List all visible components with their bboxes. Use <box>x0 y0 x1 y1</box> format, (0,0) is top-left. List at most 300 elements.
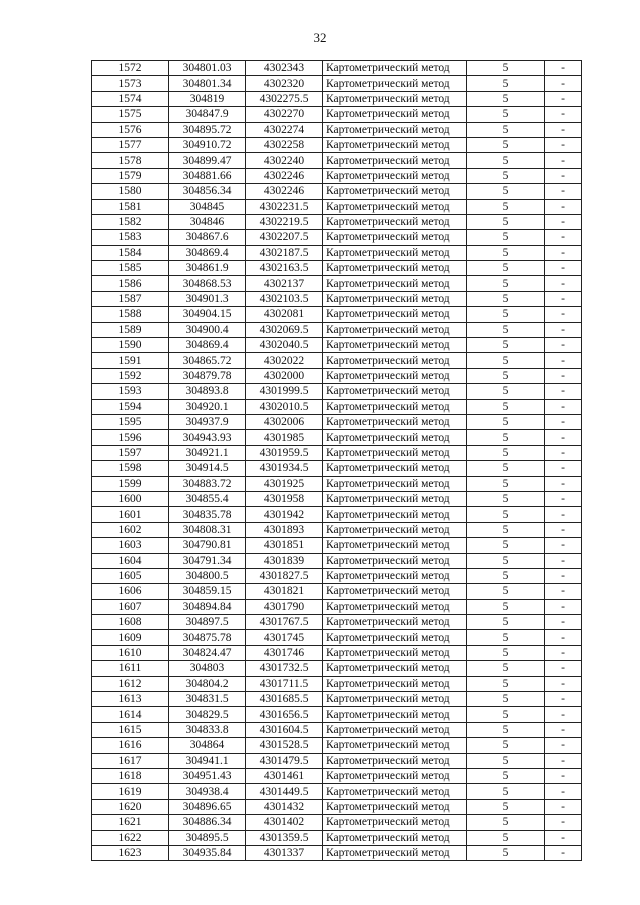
x-coordinate-cell: 304800.5 <box>169 568 246 583</box>
point-number-cell: 1607 <box>92 599 169 614</box>
table-row <box>92 76 582 91</box>
accuracy-cell: 5 <box>467 491 545 506</box>
note-cell: - <box>545 845 582 860</box>
point-number-cell: 1619 <box>92 784 169 799</box>
method-cell: Картометрический метод <box>323 476 467 491</box>
point-number-cell: 1580 <box>92 184 169 199</box>
table-row <box>92 91 582 106</box>
method-cell: Картометрический метод <box>323 368 467 383</box>
x-coordinate-cell: 304894.84 <box>169 599 246 614</box>
method-cell: Картометрический метод <box>323 507 467 522</box>
y-coordinate-cell: 4302275.5 <box>246 91 323 106</box>
point-number-cell: 1577 <box>92 137 169 152</box>
point-number-cell: 1574 <box>92 91 169 106</box>
point-number-cell: 1608 <box>92 615 169 630</box>
x-coordinate-cell: 304869.4 <box>169 338 246 353</box>
point-number-cell: 1593 <box>92 384 169 399</box>
y-coordinate-cell: 4301821 <box>246 584 323 599</box>
method-cell: Картометрический метод <box>323 430 467 445</box>
accuracy-cell: 5 <box>467 645 545 660</box>
table-row <box>92 368 582 383</box>
accuracy-cell: 5 <box>467 799 545 814</box>
method-cell: Картометрический метод <box>323 538 467 553</box>
method-cell: Картометрический метод <box>323 707 467 722</box>
x-coordinate-cell: 304835.78 <box>169 507 246 522</box>
method-cell: Картометрический метод <box>323 245 467 260</box>
x-coordinate-cell: 304855.4 <box>169 491 246 506</box>
accuracy-cell: 5 <box>467 522 545 537</box>
x-coordinate-cell: 304921.1 <box>169 445 246 460</box>
coordinates-table <box>91 60 582 861</box>
note-cell: - <box>545 722 582 737</box>
accuracy-cell: 5 <box>467 445 545 460</box>
y-coordinate-cell: 4302069.5 <box>246 322 323 337</box>
method-cell: Картометрический метод <box>323 276 467 291</box>
x-coordinate-cell: 304900.4 <box>169 322 246 337</box>
accuracy-cell: 5 <box>467 553 545 568</box>
table-row <box>92 384 582 399</box>
accuracy-cell: 5 <box>467 692 545 707</box>
note-cell: - <box>545 307 582 322</box>
point-number-cell: 1615 <box>92 722 169 737</box>
method-cell: Картометрический метод <box>323 399 467 414</box>
accuracy-cell: 5 <box>467 168 545 183</box>
x-coordinate-cell: 304951.43 <box>169 768 246 783</box>
x-coordinate-cell: 304910.72 <box>169 137 246 152</box>
y-coordinate-cell: 4301461 <box>246 768 323 783</box>
y-coordinate-cell: 4302240 <box>246 153 323 168</box>
x-coordinate-cell: 304831.5 <box>169 692 246 707</box>
note-cell: - <box>545 538 582 553</box>
method-cell: Картометрический метод <box>323 461 467 476</box>
table-row <box>92 245 582 260</box>
method-cell: Картометрический метод <box>323 753 467 768</box>
method-cell: Картометрический метод <box>323 307 467 322</box>
method-cell: Картометрический метод <box>323 338 467 353</box>
accuracy-cell: 5 <box>467 707 545 722</box>
point-number-cell: 1620 <box>92 799 169 814</box>
method-cell: Картометрический метод <box>323 615 467 630</box>
x-coordinate-cell: 304833.8 <box>169 722 246 737</box>
method-cell: Картометрический метод <box>323 692 467 707</box>
note-cell: - <box>545 491 582 506</box>
note-cell: - <box>545 738 582 753</box>
table-row <box>92 214 582 229</box>
note-cell: - <box>545 799 582 814</box>
y-coordinate-cell: 4302320 <box>246 76 323 91</box>
x-coordinate-cell: 304897.5 <box>169 615 246 630</box>
accuracy-cell: 5 <box>467 230 545 245</box>
point-number-cell: 1600 <box>92 491 169 506</box>
accuracy-cell: 5 <box>467 338 545 353</box>
table-row <box>92 491 582 506</box>
y-coordinate-cell: 4301746 <box>246 645 323 660</box>
note-cell: - <box>545 184 582 199</box>
accuracy-cell: 5 <box>467 845 545 860</box>
x-coordinate-cell: 304859.15 <box>169 584 246 599</box>
table-row <box>92 461 582 476</box>
point-number-cell: 1618 <box>92 768 169 783</box>
accuracy-cell: 5 <box>467 584 545 599</box>
x-coordinate-cell: 304790.81 <box>169 538 246 553</box>
x-coordinate-cell: 304935.84 <box>169 845 246 860</box>
table-row <box>92 122 582 137</box>
method-cell: Картометрический метод <box>323 815 467 830</box>
note-cell: - <box>545 322 582 337</box>
accuracy-cell: 5 <box>467 599 545 614</box>
accuracy-cell: 5 <box>467 399 545 414</box>
table-row <box>92 61 582 76</box>
accuracy-cell: 5 <box>467 245 545 260</box>
x-coordinate-cell: 304804.2 <box>169 676 246 691</box>
table-row <box>92 553 582 568</box>
point-number-cell: 1594 <box>92 399 169 414</box>
note-cell: - <box>545 584 582 599</box>
table-row <box>92 107 582 122</box>
x-coordinate-cell: 304937.9 <box>169 414 246 429</box>
note-cell: - <box>545 245 582 260</box>
table-row <box>92 722 582 737</box>
table-row <box>92 414 582 429</box>
note-cell: - <box>545 153 582 168</box>
x-coordinate-cell: 304867.6 <box>169 230 246 245</box>
point-number-cell: 1603 <box>92 538 169 553</box>
y-coordinate-cell: 4301432 <box>246 799 323 814</box>
method-cell: Картометрический метод <box>323 845 467 860</box>
point-number-cell: 1581 <box>92 199 169 214</box>
table-row <box>92 584 582 599</box>
method-cell: Картометрический метод <box>323 61 467 76</box>
page-number: 32 <box>313 30 327 45</box>
y-coordinate-cell: 4302103.5 <box>246 291 323 306</box>
y-coordinate-cell: 4302231.5 <box>246 199 323 214</box>
method-cell: Картометрический метод <box>323 214 467 229</box>
accuracy-cell: 5 <box>467 291 545 306</box>
note-cell: - <box>545 430 582 445</box>
table-row <box>92 845 582 860</box>
x-coordinate-cell: 304886.34 <box>169 815 246 830</box>
note-cell: - <box>545 199 582 214</box>
y-coordinate-cell: 4301893 <box>246 522 323 537</box>
y-coordinate-cell: 4302000 <box>246 368 323 383</box>
table-row <box>92 568 582 583</box>
note-cell: - <box>545 414 582 429</box>
x-coordinate-cell: 304920.1 <box>169 399 246 414</box>
y-coordinate-cell: 4301656.5 <box>246 707 323 722</box>
point-number-cell: 1601 <box>92 507 169 522</box>
note-cell: - <box>545 368 582 383</box>
note-cell: - <box>545 61 582 76</box>
note-cell: - <box>545 399 582 414</box>
method-cell: Картометрический метод <box>323 630 467 645</box>
table-row <box>92 230 582 245</box>
x-coordinate-cell: 304868.53 <box>169 276 246 291</box>
table-row <box>92 799 582 814</box>
table-row <box>92 276 582 291</box>
table-row <box>92 615 582 630</box>
table-row <box>92 815 582 830</box>
point-number-cell: 1590 <box>92 338 169 353</box>
y-coordinate-cell: 4301934.5 <box>246 461 323 476</box>
x-coordinate-cell: 304824.47 <box>169 645 246 660</box>
table-row <box>92 261 582 276</box>
point-number-cell: 1589 <box>92 322 169 337</box>
note-cell: - <box>545 107 582 122</box>
method-cell: Картометрический метод <box>323 414 467 429</box>
y-coordinate-cell: 4302270 <box>246 107 323 122</box>
accuracy-cell: 5 <box>467 461 545 476</box>
method-cell: Картометрический метод <box>323 168 467 183</box>
table-row <box>92 184 582 199</box>
x-coordinate-cell: 304791.34 <box>169 553 246 568</box>
note-cell: - <box>545 476 582 491</box>
point-number-cell: 1573 <box>92 76 169 91</box>
point-number-cell: 1595 <box>92 414 169 429</box>
y-coordinate-cell: 4301958 <box>246 491 323 506</box>
y-coordinate-cell: 4302022 <box>246 353 323 368</box>
point-number-cell: 1586 <box>92 276 169 291</box>
accuracy-cell: 5 <box>467 615 545 630</box>
note-cell: - <box>545 168 582 183</box>
point-number-cell: 1572 <box>92 61 169 76</box>
method-cell: Картометрический метод <box>323 291 467 306</box>
x-coordinate-cell: 304819 <box>169 91 246 106</box>
method-cell: Картометрический метод <box>323 784 467 799</box>
x-coordinate-cell: 304803 <box>169 661 246 676</box>
accuracy-cell: 5 <box>467 137 545 152</box>
point-number-cell: 1613 <box>92 692 169 707</box>
table-row <box>92 753 582 768</box>
y-coordinate-cell: 4302040.5 <box>246 338 323 353</box>
point-number-cell: 1584 <box>92 245 169 260</box>
x-coordinate-cell: 304896.65 <box>169 799 246 814</box>
accuracy-cell: 5 <box>467 830 545 845</box>
note-cell: - <box>545 753 582 768</box>
note-cell: - <box>545 553 582 568</box>
table-row <box>92 630 582 645</box>
y-coordinate-cell: 4301732.5 <box>246 661 323 676</box>
table-row <box>92 784 582 799</box>
point-number-cell: 1612 <box>92 676 169 691</box>
method-cell: Картометрический метод <box>323 553 467 568</box>
y-coordinate-cell: 4302274 <box>246 122 323 137</box>
note-cell: - <box>545 338 582 353</box>
y-coordinate-cell: 4301359.5 <box>246 830 323 845</box>
x-coordinate-cell: 304845 <box>169 199 246 214</box>
accuracy-cell: 5 <box>467 384 545 399</box>
x-coordinate-cell: 304943.93 <box>169 430 246 445</box>
method-cell: Картометрический метод <box>323 799 467 814</box>
accuracy-cell: 5 <box>467 722 545 737</box>
method-cell: Картометрический метод <box>323 645 467 660</box>
y-coordinate-cell: 4301449.5 <box>246 784 323 799</box>
note-cell: - <box>545 815 582 830</box>
y-coordinate-cell: 4301402 <box>246 815 323 830</box>
x-coordinate-cell: 304861.9 <box>169 261 246 276</box>
accuracy-cell: 5 <box>467 815 545 830</box>
x-coordinate-cell: 304881.66 <box>169 168 246 183</box>
table-row <box>92 338 582 353</box>
table-row <box>92 399 582 414</box>
point-number-cell: 1597 <box>92 445 169 460</box>
table-row <box>92 645 582 660</box>
y-coordinate-cell: 4302187.5 <box>246 245 323 260</box>
method-cell: Картометрический метод <box>323 768 467 783</box>
point-number-cell: 1621 <box>92 815 169 830</box>
accuracy-cell: 5 <box>467 107 545 122</box>
note-cell: - <box>545 707 582 722</box>
method-cell: Картометрический метод <box>323 76 467 91</box>
y-coordinate-cell: 4302219.5 <box>246 214 323 229</box>
accuracy-cell: 5 <box>467 307 545 322</box>
table-row <box>92 676 582 691</box>
point-number-cell: 1576 <box>92 122 169 137</box>
table-row <box>92 522 582 537</box>
point-number-cell: 1591 <box>92 353 169 368</box>
note-cell: - <box>545 137 582 152</box>
point-number-cell: 1617 <box>92 753 169 768</box>
table-row <box>92 476 582 491</box>
y-coordinate-cell: 4301827.5 <box>246 568 323 583</box>
accuracy-cell: 5 <box>467 276 545 291</box>
x-coordinate-cell: 304899.47 <box>169 153 246 168</box>
point-number-cell: 1583 <box>92 230 169 245</box>
method-cell: Картометрический метод <box>323 584 467 599</box>
method-cell: Картометрический метод <box>323 445 467 460</box>
note-cell: - <box>545 676 582 691</box>
table-row <box>92 168 582 183</box>
y-coordinate-cell: 4302010.5 <box>246 399 323 414</box>
point-number-cell: 1578 <box>92 153 169 168</box>
method-cell: Картометрический метод <box>323 568 467 583</box>
point-number-cell: 1623 <box>92 845 169 860</box>
accuracy-cell: 5 <box>467 661 545 676</box>
y-coordinate-cell: 4301711.5 <box>246 676 323 691</box>
note-cell: - <box>545 353 582 368</box>
y-coordinate-cell: 4301604.5 <box>246 722 323 737</box>
y-coordinate-cell: 4301985 <box>246 430 323 445</box>
x-coordinate-cell: 304847.9 <box>169 107 246 122</box>
method-cell: Картометрический метод <box>323 738 467 753</box>
table-row <box>92 692 582 707</box>
accuracy-cell: 5 <box>467 368 545 383</box>
point-number-cell: 1604 <box>92 553 169 568</box>
table-row <box>92 291 582 306</box>
method-cell: Картометрический метод <box>323 384 467 399</box>
y-coordinate-cell: 4301959.5 <box>246 445 323 460</box>
y-coordinate-cell: 4301528.5 <box>246 738 323 753</box>
note-cell: - <box>545 522 582 537</box>
y-coordinate-cell: 4302006 <box>246 414 323 429</box>
x-coordinate-cell: 304808.31 <box>169 522 246 537</box>
table-row <box>92 430 582 445</box>
x-coordinate-cell: 304801.03 <box>169 61 246 76</box>
method-cell: Картометрический метод <box>323 322 467 337</box>
note-cell: - <box>545 661 582 676</box>
accuracy-cell: 5 <box>467 430 545 445</box>
y-coordinate-cell: 4302246 <box>246 168 323 183</box>
x-coordinate-cell: 304856.34 <box>169 184 246 199</box>
note-cell: - <box>545 384 582 399</box>
table-row <box>92 507 582 522</box>
y-coordinate-cell: 4302258 <box>246 137 323 152</box>
x-coordinate-cell: 304883.72 <box>169 476 246 491</box>
x-coordinate-cell: 304904.15 <box>169 307 246 322</box>
accuracy-cell: 5 <box>467 153 545 168</box>
point-number-cell: 1585 <box>92 261 169 276</box>
table-row <box>92 661 582 676</box>
note-cell: - <box>545 692 582 707</box>
table-row <box>92 707 582 722</box>
table-row <box>92 830 582 845</box>
table-row <box>92 307 582 322</box>
point-number-cell: 1588 <box>92 307 169 322</box>
y-coordinate-cell: 4301337 <box>246 845 323 860</box>
point-number-cell: 1596 <box>92 430 169 445</box>
accuracy-cell: 5 <box>467 122 545 137</box>
accuracy-cell: 5 <box>467 676 545 691</box>
x-coordinate-cell: 304901.3 <box>169 291 246 306</box>
table-row <box>92 738 582 753</box>
x-coordinate-cell: 304864 <box>169 738 246 753</box>
y-coordinate-cell: 4302081 <box>246 307 323 322</box>
method-cell: Картометрический метод <box>323 676 467 691</box>
method-cell: Картометрический метод <box>323 722 467 737</box>
accuracy-cell: 5 <box>467 630 545 645</box>
accuracy-cell: 5 <box>467 784 545 799</box>
method-cell: Картометрический метод <box>323 522 467 537</box>
method-cell: Картометрический метод <box>323 199 467 214</box>
accuracy-cell: 5 <box>467 91 545 106</box>
accuracy-cell: 5 <box>467 568 545 583</box>
y-coordinate-cell: 4301685.5 <box>246 692 323 707</box>
method-cell: Картометрический метод <box>323 830 467 845</box>
point-number-cell: 1610 <box>92 645 169 660</box>
note-cell: - <box>545 291 582 306</box>
x-coordinate-cell: 304893.8 <box>169 384 246 399</box>
method-cell: Картометрический метод <box>323 261 467 276</box>
accuracy-cell: 5 <box>467 738 545 753</box>
accuracy-cell: 5 <box>467 214 545 229</box>
accuracy-cell: 5 <box>467 353 545 368</box>
y-coordinate-cell: 4301479.5 <box>246 753 323 768</box>
table-row <box>92 445 582 460</box>
point-number-cell: 1582 <box>92 214 169 229</box>
x-coordinate-cell: 304941.1 <box>169 753 246 768</box>
method-cell: Картометрический метод <box>323 107 467 122</box>
method-cell: Картометрический метод <box>323 491 467 506</box>
point-number-cell: 1614 <box>92 707 169 722</box>
method-cell: Картометрический метод <box>323 353 467 368</box>
table-row <box>92 353 582 368</box>
y-coordinate-cell: 4301851 <box>246 538 323 553</box>
x-coordinate-cell: 304914.5 <box>169 461 246 476</box>
x-coordinate-cell: 304895.72 <box>169 122 246 137</box>
y-coordinate-cell: 4301839 <box>246 553 323 568</box>
accuracy-cell: 5 <box>467 414 545 429</box>
method-cell: Картометрический метод <box>323 137 467 152</box>
point-number-cell: 1602 <box>92 522 169 537</box>
x-coordinate-cell: 304879.78 <box>169 368 246 383</box>
note-cell: - <box>545 214 582 229</box>
accuracy-cell: 5 <box>467 61 545 76</box>
accuracy-cell: 5 <box>467 322 545 337</box>
y-coordinate-cell: 4302246 <box>246 184 323 199</box>
note-cell: - <box>545 445 582 460</box>
note-cell: - <box>545 91 582 106</box>
accuracy-cell: 5 <box>467 184 545 199</box>
y-coordinate-cell: 4301925 <box>246 476 323 491</box>
